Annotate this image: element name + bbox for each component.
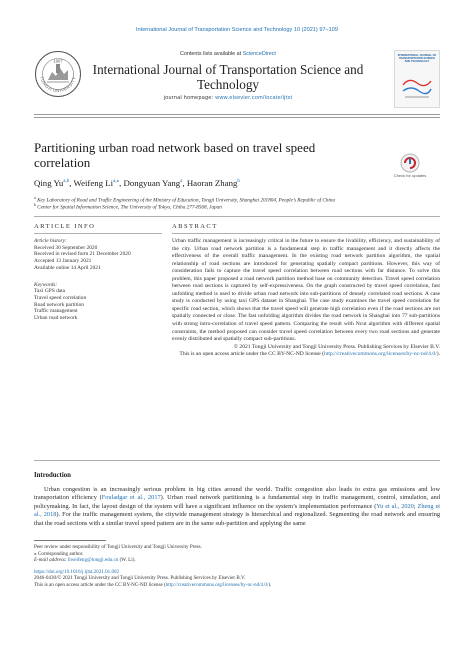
history-label: Article history: [34, 238, 67, 244]
introduction-heading: Introduction [34, 472, 71, 479]
masthead-rule-secondary [34, 117, 440, 118]
oa-license-link[interactable]: http://creativecommons.org/licenses/by-nc-nd/4.0/ [165, 581, 269, 588]
info-rule [34, 233, 162, 234]
footnote-rule [34, 540, 106, 541]
oa-license-line: This is an open access article under the CC BY-NC-ND license (http://creativecommons.org/licenses/by-nc-nd/4.0/). [34, 581, 272, 588]
abstract-license: This is an open access article under the CC BY-NC-ND license (http://creativecommons.org/licenses/by-nc-nd/4.0/). [179, 351, 440, 358]
history-item: Available online 14 April 2021 [34, 264, 101, 271]
keyword: Travel speed correlation [34, 294, 87, 301]
keyword: Traffic management [34, 308, 78, 315]
citation-link[interactable]: Zheng et al., 2018 [34, 502, 441, 519]
affiliation: $^a$ Key Laboratory of Road and Traffic Engineering of the Ministry of Education, Tongji University, Shanghai 201804, People’s Republic of China [34, 195, 336, 204]
citation-link[interactable]: Fouladgar et al., 2017 [101, 494, 161, 502]
check-updates-icon [392, 150, 428, 186]
affiliation: $^b$ Center for Spatial Information Science, The University of Tokyo, Chiba 277-8568, Japan [34, 202, 222, 211]
author-name[interactable]: Haoran Zhang [186, 178, 238, 188]
author-marks[interactable]: a,b [63, 179, 70, 185]
citation-link[interactable]: Yu et al., 2020 [376, 502, 414, 510]
history-item: Accepted 13 January 2021 [34, 258, 92, 265]
article-title: Partitioning urban road network based on travel speed correlation [34, 140, 316, 170]
check-updates-label: Check for updates [393, 173, 427, 178]
author-name[interactable]: Dongyuan Yang [123, 178, 181, 188]
journal-homepage: journal homepage: www.elsevier.com/locate/ijtst [163, 95, 293, 101]
journal-title: International Journal of Transportation Science and Technology [92, 62, 364, 92]
abstract-copyright: © 2021 Tongji University and Tongji University Press. Publishing Services by Elsevier B.V. [233, 343, 440, 350]
abstract-rule [172, 233, 440, 234]
journal-masthead [34, 50, 440, 112]
author-marks[interactable]: a [180, 179, 183, 185]
author-marks[interactable]: b [237, 179, 240, 185]
abstract-heading: ABSTRACT [172, 223, 218, 230]
article-info [34, 238, 162, 322]
author-name[interactable]: Weifeng Li [73, 178, 114, 188]
section-rule [34, 216, 440, 217]
peer-review-note: Peer review under responsibility of Tongji University and Tongji University Press. [34, 544, 202, 550]
license-link[interactable]: http://creativecommons.org/licenses/by-nc-nd/4.0/ [324, 351, 437, 358]
history-item: Received 30 September 2020 [34, 244, 98, 251]
abstract-text: Urban traffic management is increasingly critical in the future to ensure the livability, efficiency, and sustainability of the city. Urban road network partition is a fundamental step in traffic management and it directly affects the effectiveness of the overall traffic management. In the existing road network partition algorithm, the spatial relationship of road sections are introduced for generating spatially compact partitions. However, this way of consideration fails to capture the travel speed correlation between road sections with far distance. To solve this problem, this paper proposed a road network partition method base on community detection. Travel speed correlation between road sections is captured by self-expressiveness. On the graph constructed by travel speed correlation, fast unfolding method is used to divide urban road network into sub-partitions of densely correlated road sections. A case study is conducted by using taxi GPS dataset in Shanghai. The case study examines the travel speed correlation for specific road section, which shows that the travel speed will generate high correlation even if the road sections are not spatially connected or close. The fast unfolding algorithm divides the road network in Shanghai into 77 sub-partitions with strong intro-correlation of travel speed pattern. Comparing the result with Ncut algorithm with different spatial constraints, the method proposed can consider travel speed correlation between every two road sections and generate evenly distributed and spatially compact sub-partitions. [172, 238, 440, 343]
article-info-heading: ARTICLE INFO [34, 223, 96, 230]
contents-line: Contents lists available at ScienceDirect [180, 51, 276, 57]
keywords-label: Keywords: [34, 281, 58, 288]
cover-text: INTERNATIONAL JOURNAL OF TRANSPORTATION SCIENCE AND TECHNOLOGY [397, 54, 437, 64]
journal-cover-thumbnail [394, 50, 440, 108]
homepage-link[interactable]: www.elsevier.com/locate/ijtst [215, 95, 293, 101]
logo-ring-text: TONGJI UNIVERSITY [39, 75, 77, 94]
corresponding-author-note: ⁎ Corresponding author. [34, 550, 84, 557]
issn-line: 2046-0430/© 2021 Tongji University and Tongji University Press. Publishing Services by Elsevier B.V. [34, 575, 246, 582]
email-note: E-mail address: liweifeng@tongji.edu.cn (W. Li). [34, 557, 136, 564]
masthead-rule [34, 114, 440, 115]
abstract-end-rule [34, 460, 440, 461]
author-name[interactable]: Qing Yu [34, 178, 64, 188]
running-head[interactable]: International Journal of Transportation Science and Technology 10 (2021) 97–109 [135, 27, 339, 33]
tongji-university-logo [34, 50, 82, 98]
author-list: Qing Yu$^{a,b}$, Weifeng $Li^{a,⁎}$, Dongyuan Yang$^a$, Haoran Zhang$^b$ [34, 178, 240, 188]
doi-link[interactable]: https://doi.org/10.1016/j.ijtst.2021.01.002 [34, 568, 120, 575]
author-marks[interactable]: a,⁎ [113, 179, 120, 185]
keyword: Taxi GPS data [34, 288, 66, 295]
logo-year-text: 1907 [53, 58, 63, 64]
footnotes [34, 544, 440, 589]
sciencedirect-link[interactable]: ScienceDirect [242, 51, 276, 57]
keyword: Urban road network [34, 315, 78, 322]
keyword: Road network partition [34, 301, 85, 308]
history-item: Received in revised form 21 December 2020 [34, 251, 131, 258]
introduction-paragraph: Urban congestion is an increasingly serious problem in big cities around the world. Traffic congestion also leads to extra gas emissions and low transportation efficiency (Fouladgar et al., 2017). Urban road network partitioning is a fundamental step in traffic management, control, simulation, and policymaking. In fact, the layout design of the system will have a significant influence on the system’s implementation performance (Yu et al., 2020; Zheng et al., 2018). For the traffic management system, the citywide management strategy is hierarchical and regionalized. Segmenting the road network and ensuring that the road sections with a similar travel speed pattern are in the same sub-partition and applying the same [34, 486, 441, 527]
email-link[interactable]: liweifeng@tongji.edu.cn [67, 557, 119, 564]
check-for-updates-badge[interactable] [392, 150, 428, 186]
abstract [172, 238, 440, 359]
